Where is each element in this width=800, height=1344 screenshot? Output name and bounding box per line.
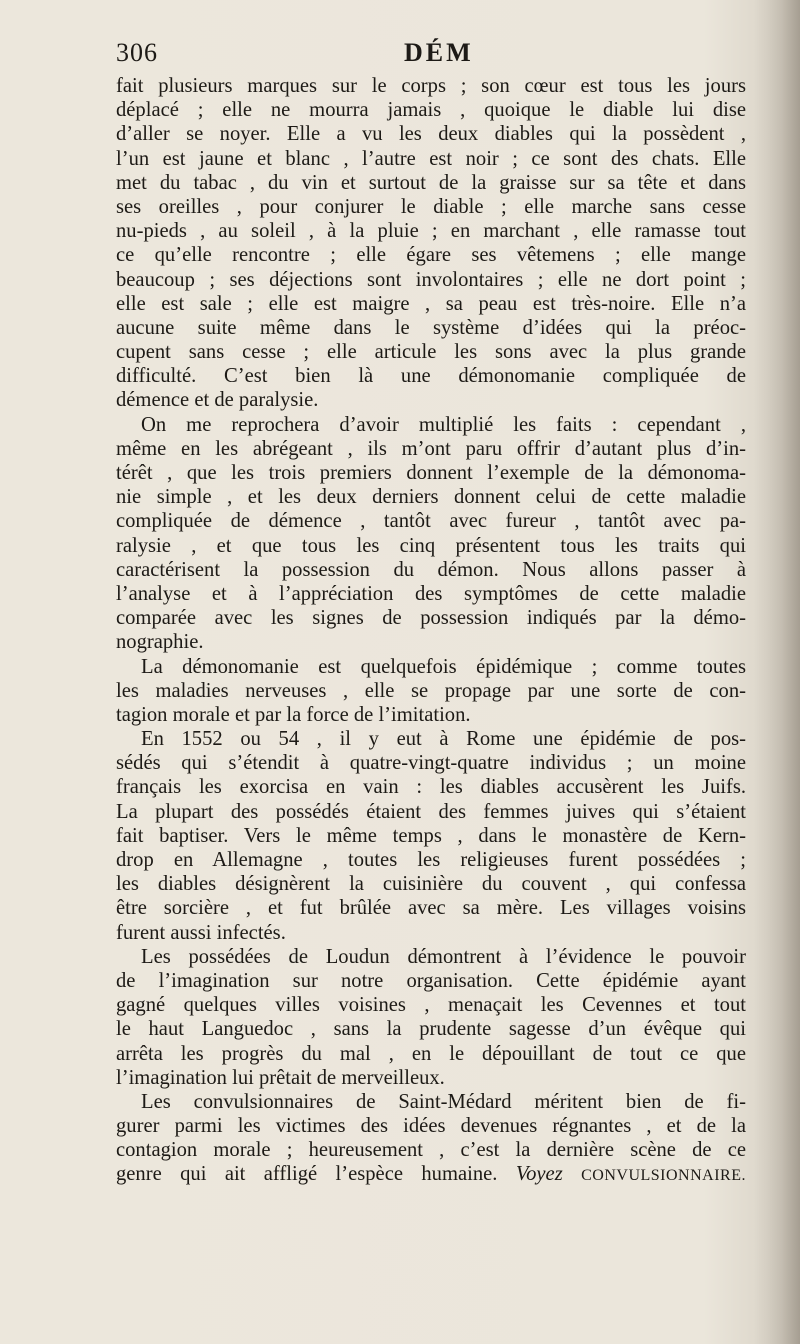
text-line: difficulté. C’est bien là une démonomanie compliquée de <box>116 365 746 388</box>
text-line: ralysie , et que tous les cinq présentent tous les traits qui <box>116 534 746 557</box>
text-line: tagion morale et par la force de l’imitation. <box>116 703 471 726</box>
text-line: ses oreilles , pour conjurer le diable ; elle marche sans cesse <box>116 195 746 218</box>
text-line: beaucoup ; ses déjections sont involontaires ; elle ne dort point ; <box>116 268 746 291</box>
text-line: On me reprochera d’avoir multiplié les faits : cependant , <box>141 413 746 436</box>
text-line: nu-pieds , au soleil , à la pluie ; en marchant , elle ramasse tout <box>116 220 746 243</box>
text-line: gurer parmi les victimes des idées devenues régnantes , et de la <box>116 1115 746 1138</box>
text-line: français les exorcisa en vain : les diables accusèrent les Juifs. <box>116 776 746 799</box>
text-line: nographie. <box>116 631 204 654</box>
text-line: La plupart des possédés étaient des femmes juives qui s’étaient <box>116 800 746 823</box>
text-line: contagion morale ; heureusement , c’est la dernière scène de ce <box>116 1139 746 1162</box>
final-line-text: genre qui ait affligé l’espèce humaine. <box>116 1163 498 1186</box>
text-line: être sorcière , et fut brûlée avec sa mère. Les villages voisins <box>116 897 746 920</box>
text-line: l’un est jaune et blanc , l’autre est noir ; ce sont des chats. Elle <box>116 147 746 170</box>
text-line: fait plusieurs marques sur le corps ; son cœur est tous les jours <box>116 75 746 97</box>
text-line: fait baptiser. Vers le même temps , dans le monastère de Kern- <box>116 824 746 847</box>
text-line: compliquée de démence , tantôt avec fureur , tantôt avec pa- <box>116 510 746 533</box>
text-line: les diables désignèrent la cuisinière du couvent , qui confessa <box>116 873 746 896</box>
text-line: cupent sans cesse ; elle articule les sons avec la plus grande <box>116 341 746 364</box>
text-line: gagné quelques villes voisines , menaçait les Cevennes et tout <box>116 994 746 1017</box>
text-line: même en les abrégeant , ils m’ont paru offrir d’autant plus d’in- <box>116 437 746 460</box>
text-line: furent aussi infectés. <box>116 921 286 944</box>
text-line: Les possédées de Loudun démontrent à l’évidence le pouvoir <box>141 945 746 968</box>
text-line: caractérisent la possession du démon. Nous allons passer à <box>116 558 746 581</box>
running-head: DÉM <box>404 38 474 67</box>
text-line: ce qu’elle rencontre ; elle égare ses vêtemens ; elle mange <box>116 244 746 267</box>
text-line: le haut Languedoc , sans la prudente sagesse d’un évêque qui <box>116 1018 746 1041</box>
text-line: les maladies nerveuses , elle se propage par une sorte de con- <box>116 679 746 702</box>
text-line: l’analyse et à l’appréciation des symptômes de cette maladie <box>116 582 746 605</box>
text-line: arrêta les progrès du mal , en le dépouillant de tout ce que <box>116 1042 746 1065</box>
text-line: comparée avec les signes de possession indiqués par la démo- <box>116 607 746 630</box>
text-line: térêt , que les trois premiers donnent l’exemple de la démonoma- <box>116 462 746 484</box>
text-line: En 1552 ou 54 , il y eut à Rome une épidémie de pos- <box>141 728 746 751</box>
text-line: drop en Allemagne , toutes les religieuses furent possédées ; <box>116 849 746 871</box>
page-number: 306 <box>116 38 158 67</box>
text-line-final <box>116 1162 746 1186</box>
text-line: Les convulsionnaires de Saint-Médard méritent bien de fi- <box>141 1090 746 1113</box>
text-line: l’imagination lui prêtait de merveilleux. <box>116 1066 445 1089</box>
text-line: sédés qui s’étendit à quatre-vingt-quatre individus ; un moine <box>116 752 746 775</box>
text-line: d’aller se noyer. Elle a vu les deux diables qui la possèdent , <box>116 123 746 146</box>
text-line: elle est sale ; elle est maigre , sa peau est très-noire. Elle n’a <box>116 292 746 315</box>
page-header <box>116 36 746 72</box>
text-line: La démonomanie est quelquefois épidémique ; comme toutes <box>141 655 746 678</box>
body-text <box>116 74 746 1187</box>
text-line: de l’imagination sur notre organisation. Cette épidémie ayant <box>116 969 746 992</box>
text-line: met du tabac , du vin et surtout de la graisse sur sa tête et dans <box>116 171 746 194</box>
cross-reference: CONVULSIONNAIRE. <box>581 1167 746 1185</box>
text-line: aucune suite même dans le système d’idées qui la préoc- <box>116 316 746 339</box>
text-line: démence et de paralysie. <box>116 389 319 412</box>
text-line: nie simple , et les deux derniers donnent celui de cette maladie <box>116 486 746 509</box>
text-line: déplacé ; elle ne mourra jamais , quoique le diable lui dise <box>116 99 746 122</box>
page-edge-shadow <box>754 0 800 1344</box>
voyez-italic: Voyez <box>515 1163 563 1186</box>
